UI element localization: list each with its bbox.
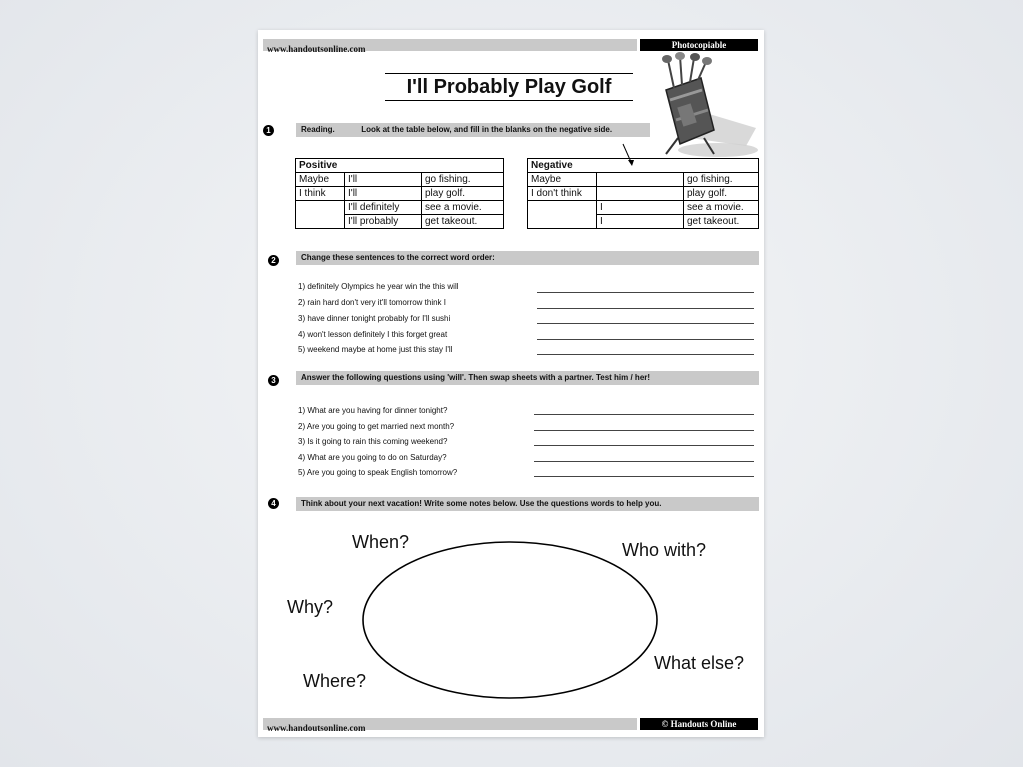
copyright-badge: © Handouts Online xyxy=(640,718,758,730)
section1-bar xyxy=(296,123,650,137)
section3-number: 3 xyxy=(268,375,279,386)
section2-number: 2 xyxy=(268,255,279,266)
answer-line[interactable] xyxy=(534,430,754,431)
section2-bar xyxy=(296,251,759,265)
answer-line[interactable] xyxy=(534,476,754,477)
section2-heading: Change these sentences to the correct word order: xyxy=(301,253,495,262)
list-item: 3) have dinner tonight probably for I'll sushi xyxy=(298,314,451,323)
prompt-why: Why? xyxy=(287,597,334,617)
table-row: I'll definitely see a movie. xyxy=(296,201,504,215)
blank-cell[interactable] xyxy=(597,173,684,187)
header-website: www.handoutsonline.com xyxy=(267,44,366,54)
section3-list xyxy=(298,406,758,486)
table-row: I'll probably get takeout. xyxy=(296,215,504,229)
section4-bar xyxy=(296,497,759,511)
list-item: 3) Is it going to rain this coming weekend? xyxy=(298,437,448,446)
blank-cell[interactable] xyxy=(597,187,684,201)
list-item: 5) weekend maybe at home just this stay I'll xyxy=(298,345,453,354)
prompt-who-with: Who with? xyxy=(622,540,707,560)
list-item: 2) rain hard don't very it'll tomorrow think I xyxy=(298,298,446,307)
answer-line[interactable] xyxy=(534,445,754,446)
list-item: 1) definitely Olympics he year win the this will xyxy=(298,282,459,291)
list-item: 1) What are you having for dinner tonight? xyxy=(298,406,448,415)
section1-instruction: Look at the table below, and fill in the blanks on the negative side. xyxy=(361,125,613,134)
table-row: Maybe go fishing. xyxy=(528,173,759,187)
answer-line[interactable] xyxy=(537,308,754,309)
section3-bar xyxy=(296,371,759,385)
answer-line[interactable] xyxy=(537,339,754,340)
section3-heading: Answer the following questions using 'will'. Then swap sheets with a partner. Test him / her! xyxy=(301,373,651,382)
table-row: I get takeout. xyxy=(528,215,759,229)
list-item: 4) won't lesson definitely I this forget great xyxy=(298,330,448,339)
list-item: 2) Are you going to get married next month? xyxy=(298,422,455,431)
answer-line[interactable] xyxy=(537,323,754,324)
section4-number: 4 xyxy=(268,498,279,509)
notes-ellipse[interactable] xyxy=(358,538,662,718)
table-row: Maybe I'll go fishing. xyxy=(296,173,504,187)
footer-bar xyxy=(263,718,637,733)
golf-bag-icon xyxy=(636,50,761,160)
negative-table xyxy=(527,158,759,229)
positive-label: Positive xyxy=(296,159,504,173)
section2-list xyxy=(298,282,758,362)
page-title: I'll Probably Play Golf xyxy=(385,73,633,101)
answer-line[interactable] xyxy=(534,461,754,462)
section1-number: 1 xyxy=(263,125,274,136)
footer-website: www.handoutsonline.com xyxy=(267,723,366,733)
blank-cell[interactable]: I xyxy=(597,201,684,215)
header-bar xyxy=(263,39,637,54)
positive-table xyxy=(295,158,504,229)
answer-line[interactable] xyxy=(537,354,754,355)
negative-label: Negative xyxy=(528,159,759,173)
section4-heading: Think about your next vacation! Write some notes below. Use the questions words to help you. xyxy=(301,499,662,508)
section1-heading: Reading. xyxy=(301,125,335,134)
worksheet-page xyxy=(258,30,764,737)
prompt-where: Where? xyxy=(303,671,367,691)
blank-cell[interactable]: I xyxy=(597,215,684,229)
answer-line[interactable] xyxy=(534,414,754,415)
table-row: I see a movie. xyxy=(528,201,759,215)
list-item: 5) Are you going to speak English tomorrow? xyxy=(298,468,458,477)
table-row: I think I'll play golf. xyxy=(296,187,504,201)
answer-line[interactable] xyxy=(537,292,754,293)
prompt-what-else: What else? xyxy=(654,653,745,673)
list-item: 4) What are you going to do on Saturday? xyxy=(298,453,447,462)
table-row: I don't think play golf. xyxy=(528,187,759,201)
photocopiable-badge: Photocopiable xyxy=(640,39,758,51)
prompt-when: When? xyxy=(352,532,410,552)
